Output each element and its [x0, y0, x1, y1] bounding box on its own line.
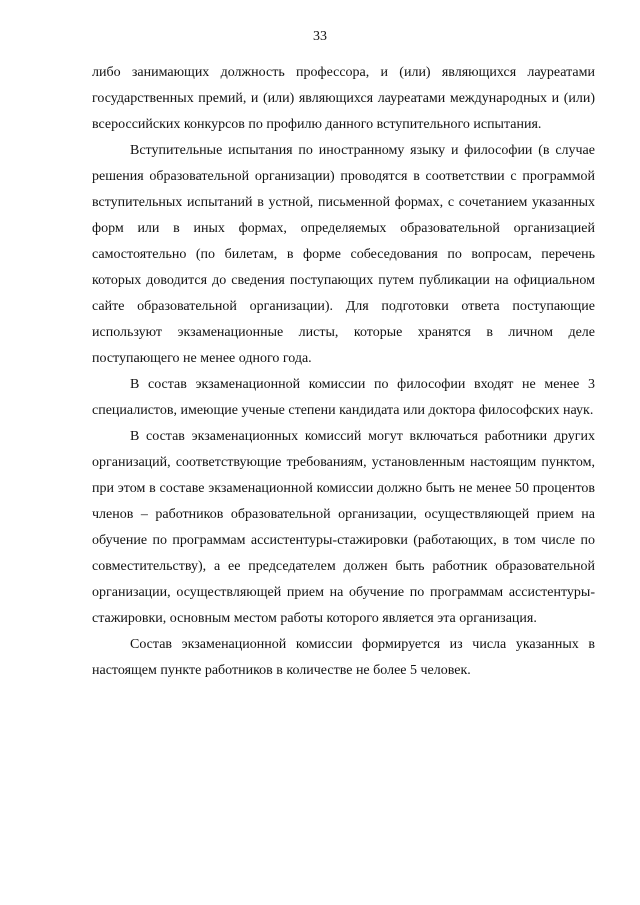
page-number: 33: [313, 29, 327, 44]
paragraph-commission-composition: В состав экзаменационных комиссий могут включаться работники других организаций, соответствующие требованиям, установленным настоящим пунктом, при этом в составе экзаменационной комиссии должно быть не менее 50 процентов членов – работников образовательной организации, осуществляющей прием на обучение по программам ассистентуры-стажировки (работающих, в том числе по совместительству), а ее председателем должен быть работник образовательной организации, осуществляющей прием на обучение по программам ассистентуры-стажировки, основным местом работы которого является эта организация.: [92, 429, 595, 626]
paragraph-continuation: либо занимающих должность профессора, и (или) являющихся лауреатами государственных премий, и (или) являющихся лауреатами международных и (или) всероссийских конкурсов по профилю данного вступительного испытания.: [92, 65, 595, 132]
paragraph-commission-size: Состав экзаменационной комиссии формируется из числа указанных в настоящем пункте работников в количестве не более 5 человек.: [92, 637, 595, 678]
paragraph-philosophy-commission: В состав экзаменационной комиссии по философии входят не менее 3 специалистов, имеющие ученые степени кандидата или доктора философских наук.: [92, 377, 595, 418]
paragraph-entrance-exams: Вступительные испытания по иностранному языку и философии (в случае решения образовательной организации) проводятся в соответствии с программой вступительных испытаний в устной, письменной формах, с сочетанием указанных форм или в иных формах, определяемых образовательной организацией самостоятельно (по билетам, в форме собеседования по вопросам, перечень которых доводится до сведения поступающих путем публикации на официальном сайте образовательной организации). Для подготовки ответа поступающие используют экзаменационные листы, которые хранятся в личном деле поступающего не менее одного года.: [92, 143, 595, 366]
document-body: [92, 60, 595, 684]
